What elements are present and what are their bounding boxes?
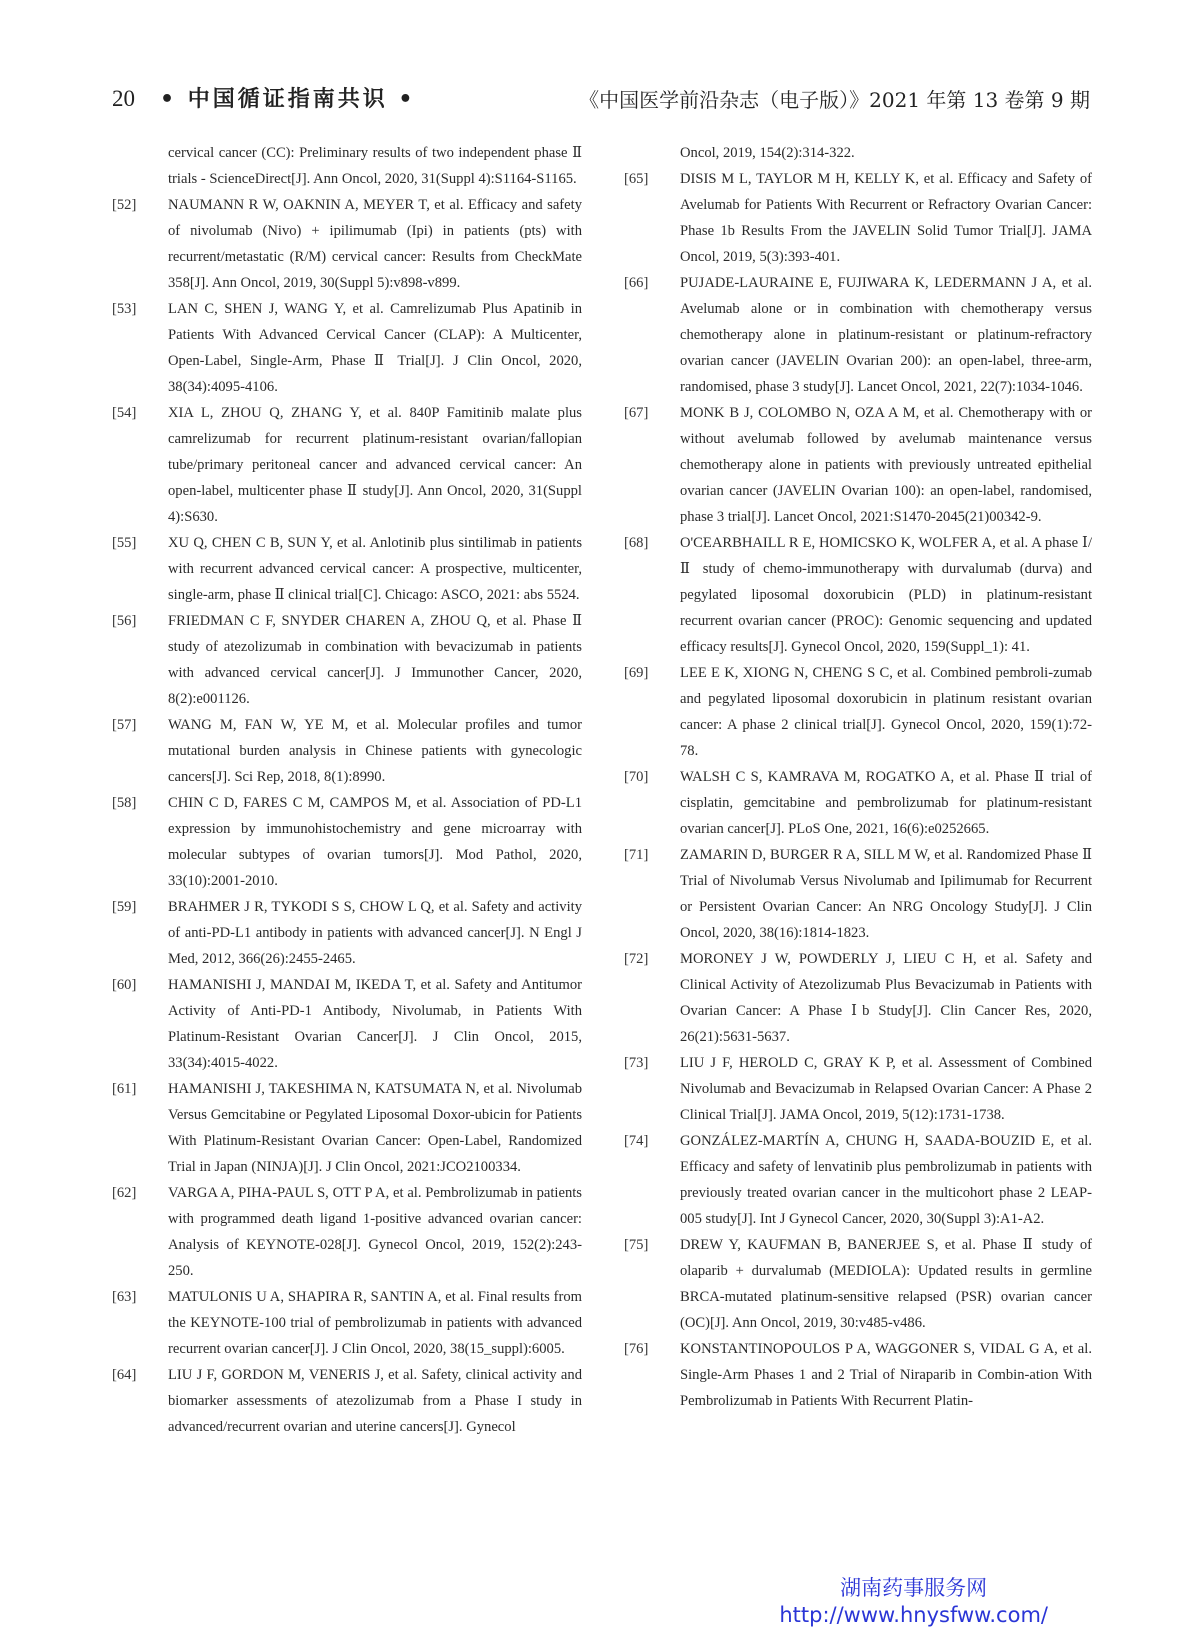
reference-column-right <box>624 140 1092 1414</box>
reference-number: [60] <box>112 977 137 993</box>
reference-text: XU Q, CHEN C B, SUN Y, et al. Anlotinib plus sintilimab in patients with recurrent advanced cervical cancer: A prospective, multicenter, single-arm, phase Ⅱ clinical trial[C]. Chicago: ASCO, 2021: abs 5524. <box>168 535 582 603</box>
reference-entry <box>624 530 1092 660</box>
reference-text: BRAHMER J R, TYKODI S S, CHOW L Q, et al. Safety and activity of anti-PD-L1 antibody in patients with advanced cancer[J]. N Engl J Med, 2012, 366(26):2455-2465. <box>168 899 582 967</box>
watermark-site-name: 湖南药事服务网 <box>840 1576 988 1600</box>
reference-entry <box>112 1362 582 1440</box>
reference-text: HAMANISHI J, MANDAI M, IKEDA T, et al. Safety and Antitumor Activity of Anti-PD-1 Antibody, Nivolumab, in Patients With Platinum-Resistant Ovarian Cancer[J]. J Clin Oncol, 2015, 33(34):4015-4022. <box>168 977 582 1071</box>
reference-number: [70] <box>624 769 649 785</box>
reference-entry <box>624 1128 1092 1232</box>
reference-entry <box>112 790 582 894</box>
reference-entry <box>112 1180 582 1284</box>
reference-entry <box>624 946 1092 1050</box>
reference-text: cervical cancer (CC): Preliminary results of two independent phase Ⅱ trials - ScienceDirect[J]. Ann Oncol, 2020, 31(Suppl 4):S1164-S1165. <box>168 145 582 187</box>
reference-text: LIU J F, GORDON M, VENERIS J, et al. Safety, clinical activity and biomarker assessments of atezolizumab from a Phase I study in advanced/recurrent ovarian and uterine cancers[J]. Gynecol <box>168 1367 582 1435</box>
reference-entry <box>624 842 1092 946</box>
watermark-url[interactable]: http://www.hnysfww.com/ <box>779 1603 1048 1627</box>
reference-entry <box>112 140 582 192</box>
page-header <box>112 82 1090 118</box>
reference-text: LEE E K, XIONG N, CHENG S C, et al. Combined pembroli-zumab and pegylated liposomal doxorubicin in platinum resistant ovarian cancer: A phase 2 clinical trial[J]. Gynecol Oncol, 2020, 159(1):72-78. <box>680 665 1092 759</box>
reference-number: [53] <box>112 301 137 317</box>
reference-text: NAUMANN R W, OAKNIN A, MEYER T, et al. Efficacy and safety of nivolumab (Nivo) + ipilimumab (Ipi) in patients (pts) with recurrent/metastatic (R/M) cervical cancer: Results from CheckMate 358[J]. Ann Oncol, 2019, 30(Suppl 5):v898-v899. <box>168 197 582 291</box>
reference-entry <box>112 1076 582 1180</box>
reference-text: CHIN C D, FARES C M, CAMPOS M, et al. Association of PD-L1 expression by immunohistochemistry and gene microarray with molecular subtypes of ovarian tumors[J]. Mod Pathol, 2020, 33(10):2001-2010. <box>168 795 582 889</box>
reference-number: [75] <box>624 1237 649 1253</box>
reference-entry <box>112 296 582 400</box>
reference-number: [59] <box>112 899 137 915</box>
reference-text: PUJADE-LAURAINE E, FUJIWARA K, LEDERMANN J A, et al. Avelumab alone or in combination with chemotherapy versus chemotherapy alone in platinum-resistant or platinum-refractory ovarian cancer (JAVELIN Ovarian 200): an open-label, three-arm, randomised, phase 3 study[J]. Lancet Oncol, 2021, 22(7):1034-1046. <box>680 275 1092 395</box>
reference-number: [54] <box>112 405 137 421</box>
reference-number: [74] <box>624 1133 649 1149</box>
reference-number: [62] <box>112 1185 137 1201</box>
section-title: • 中国循证指南共识 • <box>160 87 416 112</box>
reference-text: DISIS M L, TAYLOR M H, KELLY K, et al. Efficacy and Safety of Avelumab for Patients With Recurrent or Refractory Ovarian Cancer: Phase 1b Results From the JAVELIN Solid Tumor Trial[J]. JAMA Oncol, 2019, 5(3):393-401. <box>680 171 1092 265</box>
reference-entry <box>624 166 1092 270</box>
reference-number: [72] <box>624 951 649 967</box>
reference-entry <box>624 1336 1092 1414</box>
reference-entry <box>112 1284 582 1362</box>
reference-entry <box>112 972 582 1076</box>
reference-number: [66] <box>624 275 649 291</box>
reference-number: [71] <box>624 847 649 863</box>
reference-text: XIA L, ZHOU Q, ZHANG Y, et al. 840P Famitinib malate plus camrelizumab for recurrent platinum-resistant ovarian/fallopian tube/primary peritoneal cancer and advanced cervical cancer: An open-label, multicenter phase Ⅱ study[J]. Ann Oncol, 2020, 31(Suppl 4):S630. <box>168 405 582 525</box>
reference-text: VARGA A, PIHA-PAUL S, OTT P A, et al. Pembrolizumab in patients with programmed death ligand 1-positive advanced ovarian cancer: Analysis of KEYNOTE-028[J]. Gynecol Oncol, 2019, 152(2):243-250. <box>168 1185 582 1279</box>
reference-number: [65] <box>624 171 649 187</box>
page-number: 20 <box>112 86 135 111</box>
watermark <box>779 1574 1048 1628</box>
reference-text: MATULONIS U A, SHAPIRA R, SANTIN A, et al. Final results from the KEYNOTE-100 trial of pembrolizumab in patients with advanced recurrent ovarian cancer[J]. J Clin Oncol, 2020, 38(15_suppl):6005. <box>168 1289 582 1357</box>
reference-entry <box>624 1050 1092 1128</box>
reference-entry <box>624 270 1092 400</box>
reference-number: [52] <box>112 197 137 213</box>
reference-entry <box>624 1232 1092 1336</box>
reference-entry <box>624 764 1092 842</box>
reference-text: LAN C, SHEN J, WANG Y, et al. Camrelizumab Plus Apatinib in Patients With Advanced Cervical Cancer (CLAP): A Multicenter, Open-Label, Single-Arm, Phase Ⅱ Trial[J]. J Clin Oncol, 2020, 38(34):4095-4106. <box>168 301 582 395</box>
reference-entry <box>112 192 582 296</box>
reference-entry <box>624 400 1092 530</box>
reference-column-left <box>112 140 582 1440</box>
reference-text: MONK B J, COLOMBO N, OZA A M, et al. Chemotherapy with or without avelumab followed by avelumab maintenance versus chemotherapy alone in patients with previously untreated epithelial ovarian cancer (JAVELIN Ovarian 100): an open-label, randomised, phase 3 trial[J]. Lancet Oncol, 2021:S1470-2045(21)00342-9. <box>680 405 1092 525</box>
reference-number: [56] <box>112 613 137 629</box>
reference-text: WALSH C S, KAMRAVA M, ROGATKO A, et al. Phase Ⅱ trial of cisplatin, gemcitabine and pembrolizumab for platinum-resistant ovarian cancer[J]. PLoS One, 2021, 16(6):e0252665. <box>680 769 1092 837</box>
reference-text: GONZÁLEZ-MARTÍN A, CHUNG H, SAADA-BOUZID E, et al. Efficacy and safety of lenvatinib plus pembrolizumab in patients with previously treated ovarian cancer in the multicohort phase 2 LEAP-005 study[J]. Int J Gynecol Cancer, 2020, 30(Suppl 3):A1-A2. <box>680 1133 1092 1227</box>
reference-text: Oncol, 2019, 154(2):314-322. <box>680 145 855 161</box>
reference-entry <box>112 608 582 712</box>
reference-number: [69] <box>624 665 649 681</box>
reference-text: FRIEDMAN C F, SNYDER CHAREN A, ZHOU Q, et al. Phase Ⅱ study of atezolizumab in combination with bevacizumab in patients with advanced cervical cancer[J]. J Immunother Cancer, 2020, 8(2):e001126. <box>168 613 582 707</box>
reference-entry <box>624 660 1092 764</box>
reference-number: [58] <box>112 795 137 811</box>
reference-number: [73] <box>624 1055 649 1071</box>
reference-number: [67] <box>624 405 649 421</box>
reference-entry <box>112 400 582 530</box>
reference-number: [76] <box>624 1341 649 1357</box>
reference-text: HAMANISHI J, TAKESHIMA N, KATSUMATA N, et al. Nivolumab Versus Gemcitabine or Pegylated Liposomal Doxor-ubicin for Patients With Platinum-Resistant Ovarian Cancer: Open-Label, Randomized Trial in Japan (NINJA)[J]. J Clin Oncol, 2021:JCO2100334. <box>168 1081 582 1175</box>
reference-text: ZAMARIN D, BURGER R A, SILL M W, et al. Randomized Phase Ⅱ Trial of Nivolumab Versus Nivolumab and Ipilimumab for Recurrent or Persistent Ovarian Cancer: An NRG Oncology Study[J]. J Clin Oncol, 2020, 38(16):1814-1823. <box>680 847 1092 941</box>
reference-entry <box>112 894 582 972</box>
reference-text: LIU J F, HEROLD C, GRAY K P, et al. Assessment of Combined Nivolumab and Bevacizumab in Relapsed Ovarian Cancer: A Phase 2 Clinical Trial[J]. JAMA Oncol, 2019, 5(12):1731-1738. <box>680 1055 1092 1123</box>
reference-text: WANG M, FAN W, YE M, et al. Molecular profiles and tumor mutational burden analysis in Chinese patients with gynecologic cancers[J]. Sci Rep, 2018, 8(1):8990. <box>168 717 582 785</box>
reference-text: O'CEARBHAILL R E, HOMICSKO K, WOLFER A, et al. A phase Ⅰ/Ⅱ study of chemo-immunotherapy with durvalumab (durva) and pegylated liposomal doxorubicin (PLD) in platinum-resistant recurrent ovarian cancer (PROC): Genomic sequencing and updated efficacy results[J]. Gynecol Oncol, 2020, 159(Suppl_1): 41. <box>680 535 1092 655</box>
journal-title: 《中国医学前沿杂志（电子版）》2021 年第 13 卷第 9 期 <box>579 88 1090 112</box>
reference-number: [61] <box>112 1081 137 1097</box>
reference-text: KONSTANTINOPOULOS P A, WAGGONER S, VIDAL G A, et al. Single-Arm Phases 1 and 2 Trial of Niraparib in Combin-ation With Pembrolizumab in Patients With Recurrent Platin- <box>680 1341 1092 1409</box>
reference-number: [63] <box>112 1289 137 1305</box>
reference-text: DREW Y, KAUFMAN B, BANERJEE S, et al. Phase Ⅱ study of olaparib + durvalumab (MEDIOLA): Updated results in germline BRCA-mutated platinum-sensitive relapsed (PSR) ovarian cancer (OC)[J]. Ann Oncol, 2019, 30:v485-v486. <box>680 1237 1092 1331</box>
reference-text: MORONEY J W, POWDERLY J, LIEU C H, et al. Safety and Clinical Activity of Atezolizumab Plus Bevacizumab in Patients with Ovarian Cancer: A Phase Ⅰb Study[J]. Clin Cancer Res, 2020, 26(21):5631-5637. <box>680 951 1092 1045</box>
reference-entry <box>624 140 1092 166</box>
reference-entry <box>112 530 582 608</box>
reference-number: [57] <box>112 717 137 733</box>
reference-number: [64] <box>112 1367 137 1383</box>
reference-number: [55] <box>112 535 137 551</box>
reference-entry <box>112 712 582 790</box>
reference-number: [68] <box>624 535 649 551</box>
